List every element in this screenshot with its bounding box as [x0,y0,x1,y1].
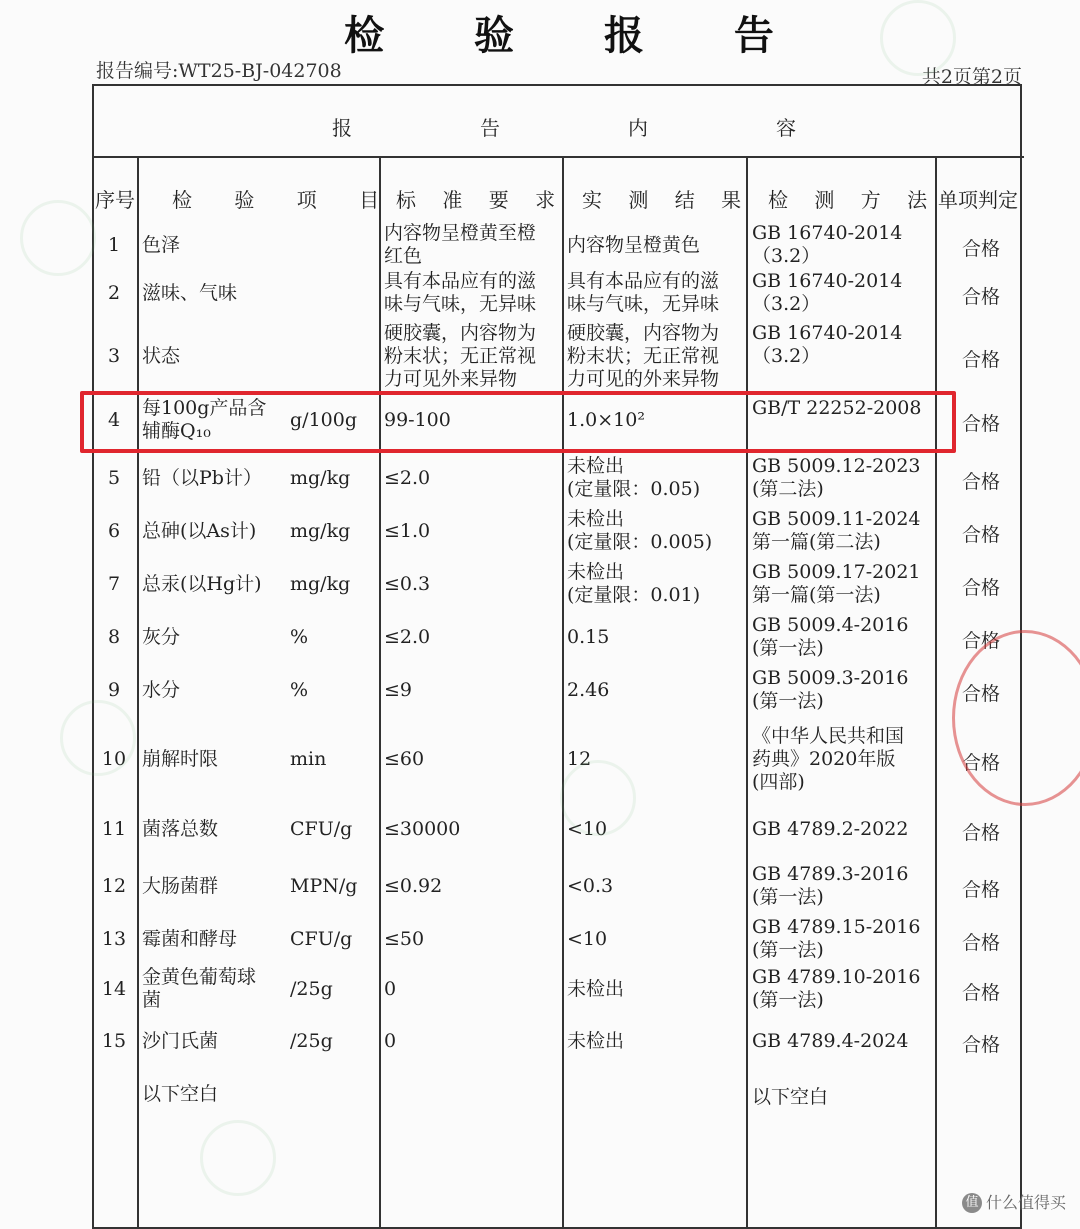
highlight-box [80,391,956,453]
item-unit: min [290,748,327,770]
report-table-frame [92,84,1022,1229]
standard-requirement: 力可见外来异物 [384,368,518,390]
content-title-char: 内 [628,116,648,140]
measured-result: 味与气味，无异味 [567,293,720,315]
standard-requirement: 0 [384,1030,397,1052]
blank-below-method: 以下空白 [752,1086,829,1108]
verdict: 合格 [961,349,1000,371]
item-unit: mg/kg [290,466,351,489]
measured-result: <0.3 [567,874,614,897]
verdict: 合格 [961,822,1000,844]
verdict: 合格 [961,285,1000,308]
verdict: 合格 [961,237,1000,260]
test-method: GB 4789.10-2016 [752,966,921,988]
measured-result: 力可见的外来异物 [567,368,720,390]
item-name: 崩解时限 [142,748,219,770]
test-method: (第一法) [752,690,824,712]
item-unit: % [290,625,309,648]
item-name: 铅（以Pb计） [142,466,262,489]
column-header-method: 检 测 方 法 [768,188,938,212]
measured-result: (定量限：0.05) [567,478,701,500]
measured-result: 内容物呈橙黄色 [567,233,701,256]
row-number: 1 [107,233,121,256]
standard-requirement: ≤9 [384,678,413,701]
test-method: GB 4789.15-2016 [752,916,921,938]
item-unit: CFU/g [290,927,353,950]
item-name: 滋味、气味 [142,281,238,304]
header-divider [92,156,1024,158]
measured-result: 具有本品应有的滋 [567,270,720,292]
test-method: 第一篇(第二法) [752,531,881,553]
item-name: 大肠菌群 [142,874,219,897]
measured-result: 硬胶囊，内容物为 [567,322,720,344]
test-method: (第一法) [752,886,824,908]
row-number: 9 [107,678,121,701]
blank-below-item: 以下空白 [142,1083,219,1105]
row-number: 14 [101,977,127,1000]
standard-requirement: ≤50 [384,927,425,950]
measured-result: 1.0×10² [567,408,645,431]
row-number: 15 [101,1030,127,1052]
test-method: （3.2） [752,345,821,367]
test-method: (四部) [752,771,805,793]
test-method: GB 5009.12-2023 [752,455,921,477]
standard-requirement: ≤2.0 [384,466,431,489]
test-method: GB 16740-2014 [752,222,903,244]
item-name: 菌落总数 [142,818,219,840]
item-name: 菌 [142,989,162,1011]
row-number: 12 [101,874,127,897]
col-divider [935,156,937,1227]
measured-result: 12 [567,748,592,770]
item-unit: mg/kg [290,572,351,595]
standard-requirement: 具有本品应有的滋 [384,270,537,292]
test-method: GB 16740-2014 [752,322,903,344]
measured-result: 未检出 [567,561,625,583]
watermark-logo [560,760,636,836]
watermark-logo [60,700,136,776]
row-number: 4 [107,408,121,431]
row-number: 13 [101,927,127,950]
test-method: 第一篇(第一法) [752,584,881,606]
verdict: 合格 [961,682,1000,705]
item-name: 灰分 [142,625,181,648]
column-header-verdict: 单项判定 [938,188,1018,212]
row-number: 5 [107,466,121,489]
standard-requirement: 内容物呈橙黄至橙 [384,222,537,244]
col-divider [137,156,139,1227]
measured-result: 粉末状；无正常视 [567,345,720,367]
test-method: (第二法) [752,478,824,500]
source-watermark-label: 什么值得买 [985,1192,1066,1212]
content-title-char: 容 [776,116,796,140]
item-unit: mg/kg [290,519,351,542]
verdict: 合格 [961,470,1000,493]
measured-result: (定量限：0.01) [567,584,701,606]
standard-requirement: ≤1.0 [384,519,431,542]
col-divider [562,156,564,1227]
verdict: 合格 [961,412,1000,435]
standard-requirement: 硬胶囊，内容物为 [384,322,537,344]
test-method: （3.2） [752,245,821,267]
test-method: GB 5009.4-2016 [752,614,909,636]
standard-requirement: ≤60 [384,748,425,770]
verdict: 合格 [961,1034,1000,1056]
verdict: 合格 [961,931,1000,954]
item-name: 霉菌和酵母 [142,927,238,950]
col-divider [379,156,381,1227]
measured-result: 2.46 [567,678,610,701]
row-number: 3 [107,345,121,367]
item-name: 总砷(以As计) [142,519,257,542]
item-unit: /25g [290,1030,333,1052]
col-divider [746,156,748,1227]
item-unit: CFU/g [290,818,353,840]
item-name: 水分 [142,678,181,701]
test-method: 药典》2020年版 [752,748,896,770]
item-name: 辅酶Q₁₀ [142,420,211,442]
content-title-char: 报 [332,116,352,140]
measured-result: 未检出 [567,508,625,530]
standard-requirement: ≤2.0 [384,625,431,648]
test-method: GB/T 22252-2008 [752,397,922,419]
verdict: 合格 [961,752,1000,774]
content-title-char: 告 [480,116,500,140]
test-method: (第一法) [752,939,824,961]
test-method: GB 16740-2014 [752,270,903,292]
verdict: 合格 [961,981,1000,1004]
page-info: 共2页第2页 [921,66,1022,88]
source-watermark [962,1190,1066,1214]
standard-requirement: 味与气味，无异味 [384,293,537,315]
test-method: GB 5009.11-2024 [752,508,921,530]
watermark-logo [880,0,956,76]
test-method: GB 4789.4-2024 [752,1030,909,1052]
report-number: 报告编号:WT25-BJ-042708 [96,60,342,82]
column-header-item: 检 验 项 目 [172,188,398,212]
measured-result: 未检出 [567,1030,625,1052]
column-header-seq: 序号 [95,188,135,212]
row-number: 10 [101,748,127,770]
standard-requirement: 0 [384,977,397,1000]
test-method: （3.2） [752,293,821,315]
item-name: 金黄色葡萄球 [142,966,257,988]
verdict: 合格 [961,523,1000,546]
standard-requirement: ≤30000 [384,818,461,840]
standard-requirement: 红色 [384,245,423,267]
verdict: 合格 [961,576,1000,599]
item-unit: /25g [290,977,333,1000]
verdict: 合格 [961,878,1000,901]
watermark-logo [200,1120,276,1196]
test-method: GB 4789.2-2022 [752,818,909,840]
test-method: (第一法) [752,637,824,659]
test-method: 《中华人民共和国 [752,725,905,747]
row-number: 6 [107,519,121,542]
item-unit: % [290,678,309,701]
watermark-logo [20,200,96,276]
item-name: 色泽 [142,233,181,256]
row-number: 11 [101,818,127,840]
test-method: GB 5009.3-2016 [752,667,909,689]
row-number: 7 [107,572,121,595]
zdm-logo-icon: 值 [962,1193,982,1213]
item-unit: MPN/g [290,874,358,897]
test-method: GB 4789.3-2016 [752,863,909,885]
item-name: 沙门氏菌 [142,1030,219,1052]
column-header-standard: 标 准 要 求 [396,188,566,212]
column-header-result: 实 测 结 果 [582,188,752,212]
standard-requirement: 粉末状；无正常视 [384,345,537,367]
measured-result: (定量限：0.005) [567,531,713,553]
measured-result: 未检出 [567,977,625,1000]
measured-result: 0.15 [567,625,610,648]
item-name: 每100g产品含 [142,397,267,419]
item-unit: g/100g [290,408,357,431]
standard-requirement: 99-100 [384,408,451,431]
measured-result: <10 [567,818,608,840]
verdict: 合格 [961,629,1000,652]
standard-requirement: ≤0.3 [384,572,431,595]
test-method: GB 5009.17-2021 [752,561,921,583]
row-number: 8 [107,625,121,648]
measured-result: 未检出 [567,455,625,477]
report-title: 检 验 报 告 [344,12,812,59]
row-number: 2 [107,281,121,304]
standard-requirement: ≤0.92 [384,874,443,897]
measured-result: <10 [567,927,608,950]
item-name: 状态 [142,345,181,367]
item-name: 总汞(以Hg计) [142,572,262,595]
test-method: (第一法) [752,989,824,1011]
